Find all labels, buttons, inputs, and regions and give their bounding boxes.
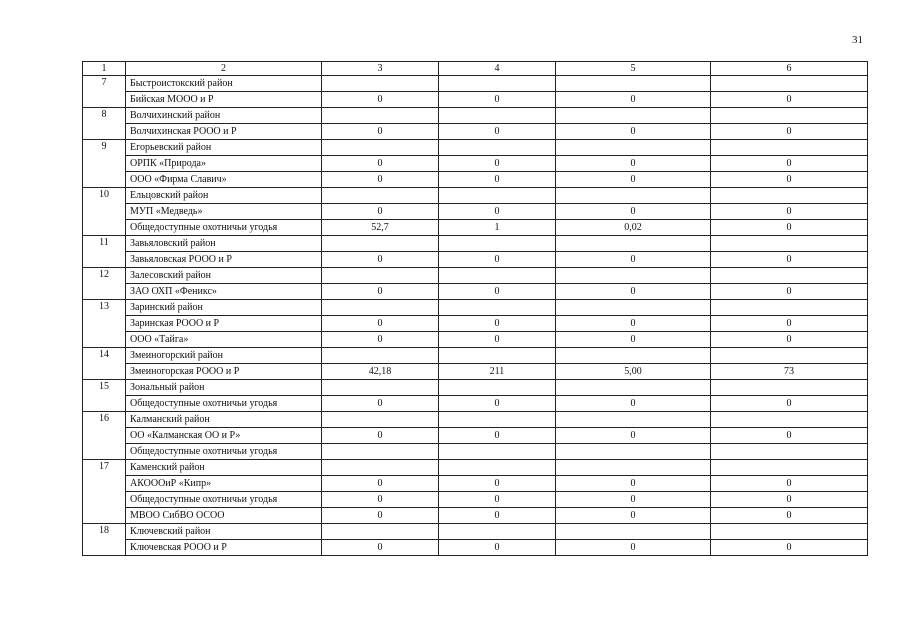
empty-cell [322,348,439,364]
district-name: Калманский район [126,412,322,428]
district-name: Волчихинский район [126,108,322,124]
entity-name: Общедоступные охотничьи угодья [126,492,322,508]
column-number: 5 [556,62,711,76]
value-cell: 211 [439,364,556,380]
empty-cell [439,348,556,364]
empty-cell [711,140,868,156]
empty-cell [711,460,868,476]
value-cell: 0 [322,204,439,220]
district-row [83,524,868,540]
table-row [83,396,868,412]
value-cell: 0 [711,124,868,140]
empty-cell [439,188,556,204]
entity-name: ООО «Тайга» [126,332,322,348]
district-name: Завьяловский район [126,236,322,252]
district-name: Заринский район [126,300,322,316]
empty-cell [556,348,711,364]
value-cell: 0 [556,508,711,524]
entity-name: Бийская МООО и Р [126,92,322,108]
entity-name: Волчихинская РООО и Р [126,124,322,140]
empty-cell [322,300,439,316]
empty-cell [711,380,868,396]
empty-cell [439,380,556,396]
value-cell: 0 [556,492,711,508]
value-cell: 0 [439,172,556,188]
table-row [83,124,868,140]
value-cell: 0 [439,476,556,492]
value-cell: 0 [322,332,439,348]
value-cell: 5,00 [556,364,711,380]
value-cell [439,444,556,460]
district-row [83,348,868,364]
empty-cell [322,236,439,252]
empty-cell [556,524,711,540]
empty-cell [711,188,868,204]
column-number: 4 [439,62,556,76]
district-name: Ключевский район [126,524,322,540]
empty-cell [556,76,711,92]
district-row [83,300,868,316]
value-cell: 73 [711,364,868,380]
row-number: 9 [83,140,126,188]
empty-cell [556,108,711,124]
value-cell: 0 [711,156,868,172]
entity-name: Змеиногорская РООО и Р [126,364,322,380]
row-number: 16 [83,412,126,460]
hunting-data-table [82,61,868,556]
entity-name: Завьяловская РООО и Р [126,252,322,268]
value-cell: 0 [556,540,711,556]
value-cell: 0 [322,316,439,332]
value-cell: 0 [711,428,868,444]
empty-cell [711,412,868,428]
table-row [83,492,868,508]
row-number: 14 [83,348,126,380]
value-cell: 0 [322,92,439,108]
table-row [83,316,868,332]
district-row [83,268,868,284]
table-row [83,92,868,108]
value-cell: 0 [322,396,439,412]
table-row [83,284,868,300]
value-cell: 0 [439,92,556,108]
district-name: Быстроистокский район [126,76,322,92]
empty-cell [322,268,439,284]
row-number: 10 [83,188,126,236]
district-row [83,140,868,156]
value-cell: 0 [322,284,439,300]
entity-name: ОРПК «Природа» [126,156,322,172]
empty-cell [439,140,556,156]
column-number: 6 [711,62,868,76]
value-cell: 0 [439,508,556,524]
value-cell: 0 [439,492,556,508]
table-row [83,364,868,380]
column-number: 3 [322,62,439,76]
empty-cell [439,460,556,476]
empty-cell [711,108,868,124]
empty-cell [322,76,439,92]
value-cell: 0 [322,508,439,524]
value-cell: 0 [556,476,711,492]
value-cell: 0 [322,492,439,508]
value-cell: 0 [711,92,868,108]
value-cell: 0 [322,428,439,444]
district-row [83,108,868,124]
empty-cell [711,524,868,540]
empty-cell [322,412,439,428]
value-cell: 0 [556,252,711,268]
entity-name: МУП «Медведь» [126,204,322,220]
value-cell: 0 [439,252,556,268]
value-cell: 0 [439,284,556,300]
empty-cell [556,140,711,156]
value-cell: 0 [556,396,711,412]
row-number: 18 [83,524,126,556]
value-cell [556,444,711,460]
value-cell: 0 [439,316,556,332]
value-cell: 0 [711,492,868,508]
value-cell: 0 [439,204,556,220]
table-row [83,172,868,188]
empty-cell [439,524,556,540]
row-number: 13 [83,300,126,348]
empty-cell [439,300,556,316]
entity-name: ЗАО ОХП «Феникс» [126,284,322,300]
value-cell: 1 [439,220,556,236]
empty-cell [322,460,439,476]
value-cell: 0 [556,316,711,332]
empty-cell [439,236,556,252]
value-cell: 0 [322,156,439,172]
table-row [83,220,868,236]
value-cell: 0 [322,124,439,140]
empty-cell [322,188,439,204]
empty-cell [711,300,868,316]
value-cell: 0 [556,156,711,172]
column-number-row [83,62,868,76]
value-cell: 0 [711,476,868,492]
district-row [83,76,868,92]
entity-name: Общедоступные охотничьи угодья [126,220,322,236]
table-row [83,540,868,556]
entity-name: ООО «Фирма Славич» [126,172,322,188]
row-number: 12 [83,268,126,300]
value-cell: 0 [439,428,556,444]
table-row [83,156,868,172]
district-row [83,188,868,204]
value-cell: 0 [439,156,556,172]
value-cell: 0 [711,220,868,236]
empty-cell [556,460,711,476]
column-number: 2 [126,62,322,76]
value-cell: 0 [711,316,868,332]
value-cell: 0 [556,428,711,444]
value-cell: 0 [711,540,868,556]
entity-name: Общедоступные охотничьи угодья [126,396,322,412]
value-cell: 0 [711,252,868,268]
value-cell: 0 [322,476,439,492]
value-cell: 0 [556,332,711,348]
table-row [83,476,868,492]
entity-name: ОО «Калманская ОО и Р» [126,428,322,444]
table-row [83,444,868,460]
district-row [83,460,868,476]
row-number: 7 [83,76,126,108]
empty-cell [322,140,439,156]
row-number: 8 [83,108,126,140]
value-cell: 0 [711,204,868,220]
value-cell: 0 [711,284,868,300]
value-cell: 0 [322,252,439,268]
value-cell: 0 [439,332,556,348]
entity-name: Ключевская РООО и Р [126,540,322,556]
value-cell: 0 [556,284,711,300]
district-row [83,380,868,396]
entity-name: МВОО СибВО ОСОО [126,508,322,524]
value-cell: 0,02 [556,220,711,236]
empty-cell [711,76,868,92]
table-row [83,428,868,444]
value-cell: 0 [439,396,556,412]
entity-name: АКОООиР «Кипр» [126,476,322,492]
column-number: 1 [83,62,126,76]
value-cell: 0 [556,92,711,108]
value-cell: 0 [439,124,556,140]
value-cell: 0 [556,172,711,188]
value-cell: 0 [711,508,868,524]
table-row [83,204,868,220]
value-cell [711,444,868,460]
empty-cell [439,76,556,92]
table-row [83,252,868,268]
empty-cell [439,268,556,284]
value-cell: 0 [556,204,711,220]
empty-cell [556,412,711,428]
empty-cell [556,380,711,396]
empty-cell [322,380,439,396]
empty-cell [556,300,711,316]
row-number: 15 [83,380,126,412]
value-cell: 0 [322,172,439,188]
district-name: Егорьевский район [126,140,322,156]
entity-name: Заринская РООО и Р [126,316,322,332]
district-name: Ельцовский район [126,188,322,204]
table-row [83,508,868,524]
value-cell: 0 [322,540,439,556]
empty-cell [711,236,868,252]
value-cell: 0 [439,540,556,556]
district-row [83,412,868,428]
empty-cell [322,524,439,540]
empty-cell [711,348,868,364]
district-row [83,236,868,252]
empty-cell [556,236,711,252]
empty-cell [439,108,556,124]
empty-cell [322,108,439,124]
district-name: Каменский район [126,460,322,476]
district-name: Зональный район [126,380,322,396]
value-cell: 0 [711,396,868,412]
value-cell: 42,18 [322,364,439,380]
empty-cell [711,268,868,284]
district-name: Залесовский район [126,268,322,284]
empty-cell [439,412,556,428]
row-number: 17 [83,460,126,524]
value-cell: 52,7 [322,220,439,236]
value-cell: 0 [711,332,868,348]
page-number: 31 [852,34,863,46]
empty-cell [556,268,711,284]
value-cell: 0 [556,124,711,140]
empty-cell [556,188,711,204]
entity-name: Общедоступные охотничьи угодья [126,444,322,460]
row-number: 11 [83,236,126,268]
value-cell: 0 [711,172,868,188]
table-row [83,332,868,348]
value-cell [322,444,439,460]
district-name: Змеиногорский район [126,348,322,364]
